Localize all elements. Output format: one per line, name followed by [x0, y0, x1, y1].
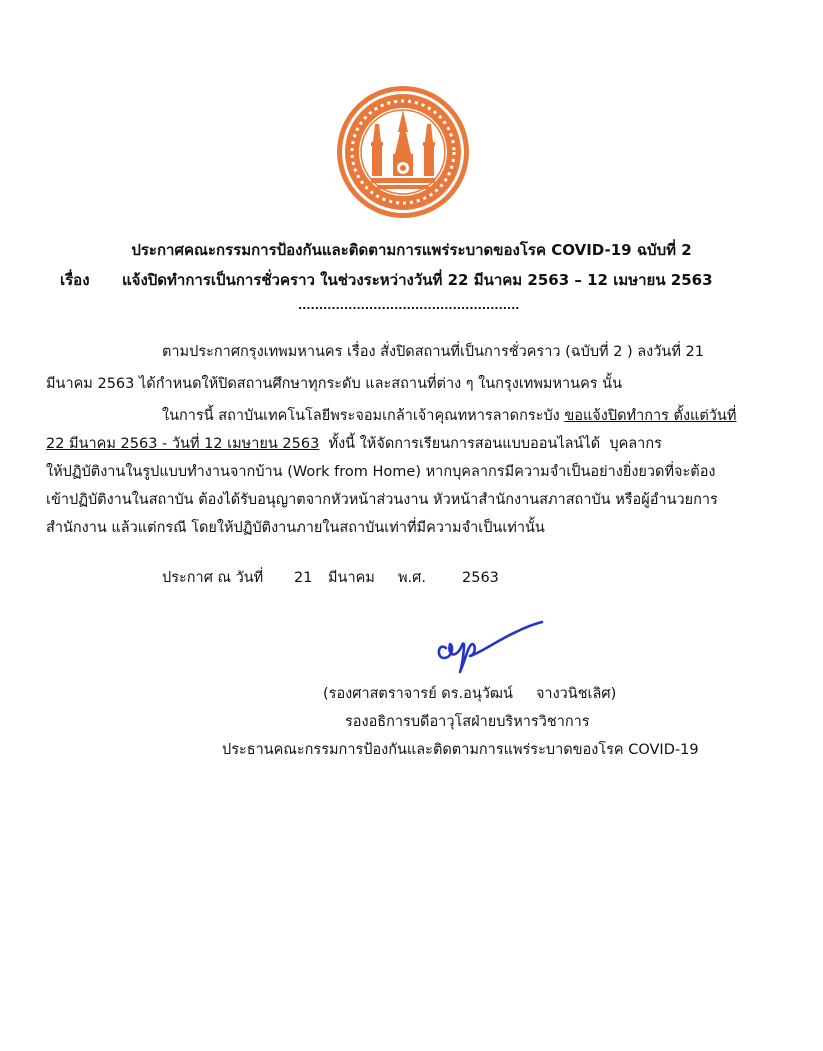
handwritten-signature-icon [432, 618, 548, 674]
institute-seal-icon [335, 84, 471, 220]
paragraph1-line2: มีนาคม 2563 ได้กำหนดให้ปิดสถานศึกษาทุกระดับ และสถานที่ต่าง ๆ ในกรุงเทพมหานคร นั้น [46, 376, 622, 392]
announcement-subject [60, 268, 713, 292]
date-era: พ.ศ. [398, 570, 426, 586]
date-month: มีนาคม [328, 570, 375, 586]
paragraph2-line5: สำนักงาน แล้วแต่กรณี โดยให้ปฏิบัติงานภายในสถาบันเท่าที่มีความจำเป็นเท่านั้น [46, 520, 545, 536]
subject-text: แจ้งปิดทำการเป็นการชั่วคราว ในช่วงระหว่างวันที่ 22 มีนาคม 2563 – 12 เมษายน 2563 [122, 271, 713, 289]
subject-label: เรื่อง [60, 271, 90, 289]
paragraph1-line1: ตามประกาศกรุงเทพมหานคร เรื่อง สั่งปิดสถานที่เป็นการชั่วคราว (ฉบับที่ 2 ) ลงวันที่ 21 [162, 344, 704, 360]
date-year: 2563 [462, 570, 499, 586]
signer-name: (รองศาสตราจารย์ ดร.อนุวัฒน์ จางวนิชเลิศ) [323, 686, 617, 702]
date-day: 21 [294, 570, 313, 586]
paragraph2-line2 [46, 434, 662, 454]
paragraph2-line1 [162, 406, 736, 426]
signer-committee-role: ประธานคณะกรรมการป้องกันและติดตามการแพร่ระบาดของโรค COVID-19 [222, 742, 699, 758]
paragraph2-line1-text: ในการนี้ สถาบันเทคโนโลยีพระจอมเกล้าเจ้าคุณทหารลาดกระบัง [162, 408, 565, 424]
paragraph2-line2-text: ทั้งนี้ ให้จัดการเรียนการสอนแบบออนไลน์ได้ บุคลากร [319, 436, 662, 452]
signer-position: รองอธิการบดีอาวุโสฝ่ายบริหารวิชาการ [345, 714, 590, 730]
closure-notice-underlined: ขอแจ้งปิดทำการ ตั้งแต่วันที่ [564, 408, 737, 424]
paragraph2-line3: ให้ปฏิบัติงานในรูปแบบทำงานจากบ้าน (Work from Home) หากบุคลากรมีความจำเป็นอย่างยิ่งยวดที่จะต้อง [46, 464, 716, 480]
date-label: ประกาศ ณ วันที่ [162, 570, 264, 586]
announcement-title: ประกาศคณะกรรมการป้องกันและติดตามการแพร่ระบาดของโรค COVID-19 ฉบับที่ 2 [131, 241, 692, 259]
closure-period-underlined: 22 มีนาคม 2563 - วันที่ 12 เมษายน 2563 [46, 436, 320, 452]
announcement-date [162, 566, 499, 589]
dotted-divider: ..................................................... [298, 299, 520, 312]
paragraph2-line4: เข้าปฏิบัติงานในสถาบัน ต้องได้รับอนุญาตจากหัวหน้าส่วนงาน หัวหน้าสำนักงานสภาสถาบัน หรือผู้อำนวยการ [46, 492, 718, 508]
